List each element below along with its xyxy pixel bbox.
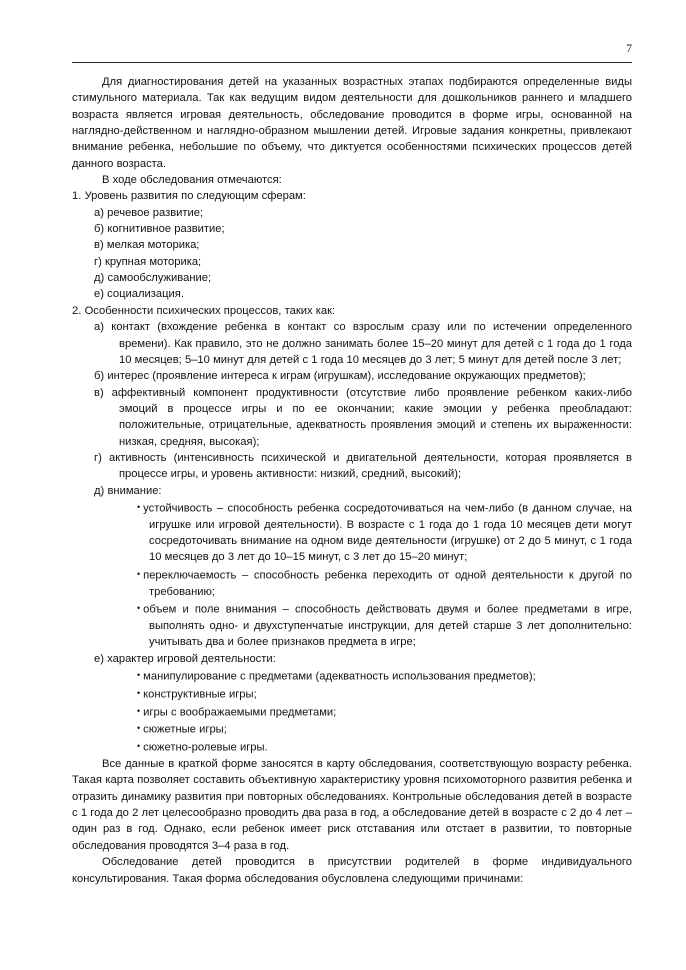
sub-bullet-text: переключаемость – способность ребенка переходить от одной деятельности к другой по требованию;: [143, 569, 632, 598]
sub-bullet-text: сюжетные игры;: [143, 723, 227, 736]
bullet-glyph-icon: •: [137, 705, 141, 716]
list-item: [72, 385, 632, 450]
list-item-marker: б): [94, 223, 105, 236]
list-item-text: самообслуживание;: [107, 272, 212, 285]
list-item-marker: д): [94, 272, 105, 285]
section-2-heading: [72, 303, 632, 319]
list-item-text: характер игровой деятельности:: [107, 652, 276, 665]
sub-bullet-item: [72, 499, 632, 566]
list-item-marker: б): [94, 370, 105, 383]
sub-bullet-item: [72, 685, 632, 703]
list-item-text: интерес (проявление интереса к играм (игрушкам), исследование окружающих предметов);: [107, 370, 586, 383]
page-body: [72, 74, 632, 887]
list-item-text: внимание:: [107, 484, 162, 497]
list-item-text: мелкая моторика;: [106, 239, 200, 252]
list-item: [72, 270, 632, 286]
bullet-glyph-icon: •: [137, 669, 141, 680]
sub-bullet-item: [72, 600, 632, 651]
bullet-glyph-icon: •: [137, 723, 141, 734]
bullet-glyph-icon: •: [137, 603, 141, 613]
list-item-marker: в): [94, 386, 104, 399]
bullet-glyph-icon: •: [137, 687, 141, 698]
list-item: [72, 368, 632, 384]
sub-bullet-text: конструктивные игры;: [143, 688, 257, 701]
sub-bullet-item: [72, 703, 632, 721]
header-rule-divider: [72, 62, 632, 63]
sub-bullet-text: сюжетно-ролевые игры.: [143, 741, 268, 754]
section-1-marker: 1.: [72, 190, 82, 203]
list-item-text: когнитивное развитие;: [107, 223, 225, 236]
list-item-marker: а): [94, 206, 104, 219]
list-item: [72, 450, 632, 483]
bullet-glyph-icon: •: [137, 568, 141, 579]
closing-paragraph-1: Все данные в краткой форме заносятся в карту обследования, соответствующую возрасту ребенка. Такая карта позволяет составить объективную характеристику уровня психомоторного развития ребенка и отразить динамику развития при повторных обследованиях. Контрольные обследования детей в возрасте с 1 года до 2 лет целесообразно проводить два раза в год, а обследование детей в возрасте с 2 до 4 лет – один раз в год. Однако, если ребенок имеет риск отставания или отстает в развитии, то повторные обследования проводятся 3–4 раза в год.: [72, 758, 632, 852]
page-header: [72, 42, 632, 68]
sub-bullet-text: устойчивость – способность ребенка сосредоточиваться на чем-либо (в данном случае, на игрушке или игровой деятельности). В возрасте с 1 года до 1 года 10 месяцев дети могут сосредоточивать внимание на одном виде деятельности (игрушке) от 2 до 5 минут, с 1 года 10 месяцев до 3 лет до 10–15 минут, с 3 лет до 15–20 минут;: [143, 502, 632, 564]
section-1-title: Уровень развития по следующим сферам:: [84, 190, 306, 203]
list-item-text: аффективный компонент продуктивности (отсутствие либо проявление ребенком каких-либо эмоций в процессе игры и по ее окончании; какие эмоции у ребенка преобладают: положительные, отрицательные, адекватность проявления эмоций и степень их выраженности: низкая, средняя, высокая);: [111, 386, 632, 448]
list-item-text: социализация.: [107, 288, 184, 301]
sub-bullet-item: [72, 566, 632, 600]
section-1-heading: [72, 188, 632, 204]
list-item-marker: г): [94, 451, 102, 464]
page-number: 7: [626, 43, 632, 55]
list-item-marker: е): [94, 288, 104, 301]
sub-bullet-item: [72, 738, 632, 756]
list-item-text: крупная моторика;: [105, 255, 202, 268]
list-item-marker: в): [94, 239, 104, 252]
list-item-marker: г): [94, 255, 102, 268]
list-item: [72, 651, 632, 667]
sub-bullet-text: игры с воображаемыми предметами;: [143, 706, 337, 719]
closing-paragraph-2: Обследование детей проводится в присутствии родителей в форме индивидуального консультирования. Такая форма обследования обусловлена следующими причинами:: [72, 856, 632, 885]
list-item: [72, 221, 632, 237]
list-item: [72, 205, 632, 221]
list-item: [72, 483, 632, 499]
list-item-marker: а): [94, 321, 104, 334]
section-2-marker: 2.: [72, 304, 82, 317]
sub-bullet-item: [72, 720, 632, 738]
bullet-glyph-icon: •: [137, 501, 141, 512]
list-item-marker: е): [94, 652, 104, 665]
list-item-text: речевое развитие;: [107, 206, 204, 219]
section-2-title: Особенности психических процессов, таких как:: [84, 304, 336, 317]
list-item-marker: д): [94, 484, 105, 497]
list-item: [72, 319, 632, 368]
lead-in-line: В ходе обследования отмечаются:: [102, 174, 282, 187]
list-item-text: активность (интенсивность психической и двигательной деятельности, которая проявляется в процессе игры, и уровень активности: низкий, средний, высокий);: [108, 451, 632, 481]
intro-paragraph: Для диагностирования детей на указанных возрастных этапах подбираются определенные виды стимульного материала. Так как ведущим видом деятельности для дошкольников раннего и младшего возраста является игровая деятельность, обследование проводится в форме игры, основанной на наглядно-действенном и наглядно-образном мышлении детей. Игровые задания конкретны, привлекают внимание ребенка, небольшие по объему, что диктуется особенностями психических процессов детей данного возраста.: [72, 76, 632, 170]
list-item: [72, 254, 632, 270]
bullet-glyph-icon: •: [137, 741, 141, 752]
sub-bullet-item: [72, 667, 632, 685]
list-item-text: контакт (вхождение ребенка в контакт со взрослым сразу или по истечении определенного времени). Как правило, это не должно занимать более 15–20 минут для детей с 1 года до 1 года 10 месяцев; 5–10 минут для детей с 1 года 10 месяцев до 3 лет; 5 минут для детей после 3 лет;: [111, 321, 632, 366]
sub-bullet-text: объем и поле внимания – способность действовать двумя и более предметами в игре, выполнять одно- и двухступенчатые инструкции, для детей старше 3 лет дополнительно: учитывать два и более признаков предмета в игре;: [143, 603, 632, 649]
list-item: [72, 237, 632, 253]
sub-bullet-text: манипулирование с предметами (адекватность использования предметов);: [143, 670, 536, 683]
list-item: [72, 286, 632, 302]
